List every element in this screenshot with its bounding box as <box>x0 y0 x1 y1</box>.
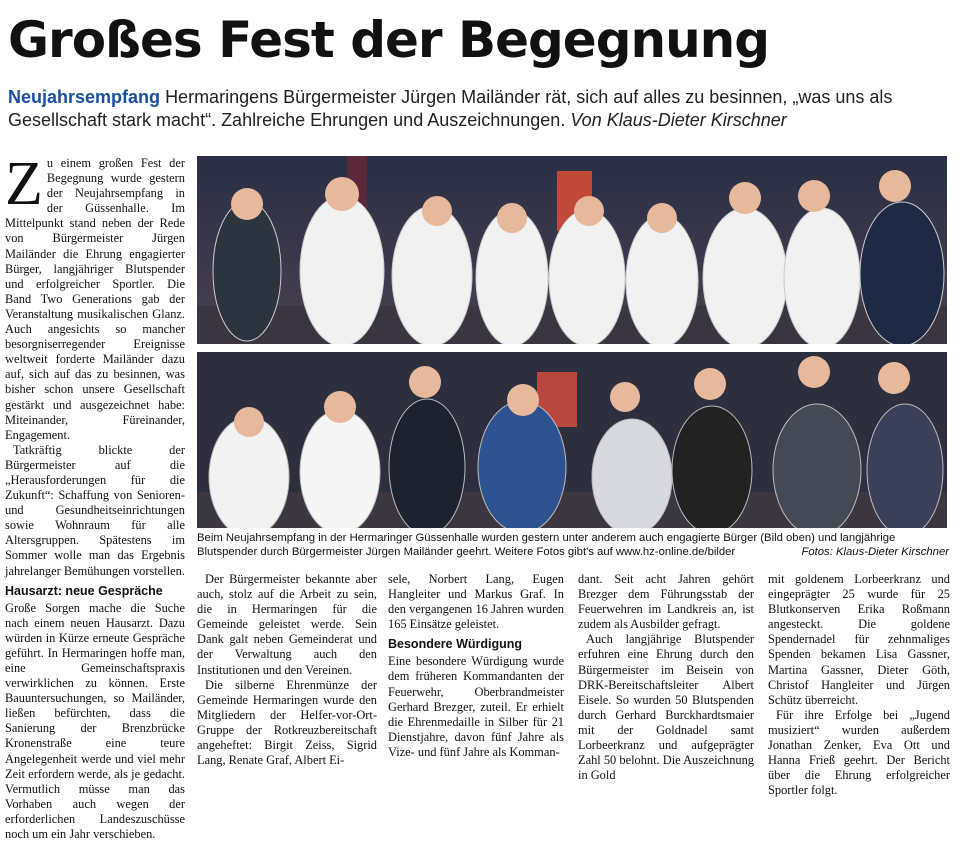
paragraph: u einem großen Fest der Begegnung wurde gestern der Neujahrsempfang in der Güssenhalle. Im Mittelpunkt stand neben der Rede von Bürgermeister Jürgen Mailänder die Ehrung engagierter Bürger, langjähriger Blutspender und erfolgreicher Sportler. Die Band Two Generations gab der Veranstaltung musikalischen Glanz. Auch angesichts so mancher besorgniserregender Ereignisse weltweit forderte Mailänder dazu auf, sich auf das zu besinnen, was bisher schon unsere Gesellschaft gestärkt und ausgezeichnet habe: Miteinander, Füreinander, Engagement. <box>5 156 185 442</box>
article-column-3 <box>388 572 564 760</box>
paragraph: Große Sorgen mache die Suche nach einem neuen Hausarzt. Dazu würden in Kürze erneute Gespräche geführt. In Hermaringen hoffe man, eine Gemeinschaftspraxis verwirklichen zu können. Erste Bauuntersuchungen, so Mailänder, ließen befürchten, dass die Sanierung der Brenzbrücke Kronenstraße eine teure Angelegenheit werde und viel mehr Zeit erfordern werde, als je gedacht. Vermutlich müsse man das Vorhaben auch wegen der erforderlichen Landeszuschüsse noch um ein Jahr verschieben. <box>5 600 185 842</box>
paragraph: Der Bürgermeister bekannte aber auch, stolz auf die Arbeit zu sein, die in Hermaringen für die Gemeinde geleistet werde. Sein Dank galt neben Gemeinderat und der Verwaltung auch den Institutionen und den Vereinen. <box>197 572 377 677</box>
article-column-5 <box>768 572 950 798</box>
subhead-text: Hermaringens Bürgermeister Jürgen Mailänder rät, sich auf alles zu besinnen, „was uns als Gesellschaft stark macht“. Zahlreiche Ehrungen und Auszeichnungen. <box>8 87 893 130</box>
photo-honorees-top <box>197 156 947 344</box>
drop-cap: Z <box>5 150 43 218</box>
paragraph: Die silberne Ehrenmünze der Gemeinde Hermaringen wurde den Mitgliedern der Helfer-vor-Ort-Gruppe der Rotkreuzbereitschaft angeheftet: Birgit Zeiss, Sigrid Lang, Renate Graf, Albert Ei- <box>197 677 377 768</box>
caption-text: Beim Neujahrsempfang in der Hermaringer Güssenhalle wurden gestern unter anderem auch engagierte Bürger (Bild oben) und langjährige Blutspender durch Bürgermeister Jürgen Mailänder geehrt. Weitere Fotos gibt's auf www.hz-online.de/bilder <box>197 532 896 558</box>
paragraph: Eine besondere Würdigung wurde dem früheren Kommandanten der Feuerwehr, Oberbrandmeister Gerhard Brezger, zuteil. Er erhielt die Ehrenmedaille in Silber für 21 Dienstjahre, davon fünf Jahre als Vize- und fünf Jahre als Komman- <box>388 654 564 759</box>
paragraph: mit goldenem Lorbeerkranz und eingeprägter 25 wurde für 25 Blutkonserven Erika Roßmann angesteckt. Die goldene Spendernadel für zehnmaliges Spenden bekamen Lisa Gassner, Martina Gassner, Dieter Göth, Christof Hangleiter und Jürgen Schütz überreicht. <box>768 572 950 707</box>
article-column-1 <box>5 150 185 842</box>
photo-credit: Fotos: Klaus-Dieter Kirschner <box>801 546 949 558</box>
subheadline <box>8 86 953 132</box>
photo-group-image <box>197 352 947 528</box>
kicker: Neujahrsempfang <box>8 87 161 107</box>
byline: Von Klaus-Dieter Kirschner <box>570 110 787 130</box>
section-subheading: Hausarzt: neue Gespräche <box>5 583 163 598</box>
article-column-2 <box>197 572 377 768</box>
photo-caption <box>197 531 949 559</box>
paragraph: dant. Seit acht Jahren gehört Brezger dem Führungsstab der Feuerwehren im Landkreis an, ist zudem als Ausbilder gefragt. <box>578 572 754 632</box>
article-column-4 <box>578 572 754 783</box>
headline: Großes Fest der Begegnung <box>8 11 770 69</box>
section-subheading: Besondere Würdigung <box>388 637 523 652</box>
photo-group-image <box>197 156 947 344</box>
paragraph: Tatkräftig blickte der Bürgermeister auf die „Herausforderungen für die Zukunft“: Schaffung von Senioren- und Gesundheitseinrichtungen sowie Wohnraum für alle Altersgruppen. Spätestens im Sommer wolle man das Ergebnis jahrelanger Bemühungen vorstellen. <box>5 442 185 578</box>
photo-blood-donors-bottom <box>197 352 947 528</box>
paragraph: Für ihre Erfolge bei „Jugend musiziert“ wurden außerdem Jonathan Zenker, Eva Ott und Hanna Frieß geehrt. Der Bericht über die Ehrung erfolgreicher Sportler folgt. <box>768 707 950 798</box>
paragraph: sele, Norbert Lang, Eugen Hangleiter und Markus Graf. In den vergangenen 16 Jahren wurden 165 Einsätze geleistet. <box>388 572 564 632</box>
paragraph: Auch langjährige Blutspender erfuhren eine Ehrung durch den Bürgermeister im Beisein von DRK-Bereitschaftsleiter Albert Eisele. So wurden 50 Blutspenden durch Gerhard Burckhardtsmaier mit der Goldnadel samt Lorbeerkranz und aufgeprägter Zahl 50 belohnt. Die Auszeichnung in Gold <box>578 632 754 783</box>
